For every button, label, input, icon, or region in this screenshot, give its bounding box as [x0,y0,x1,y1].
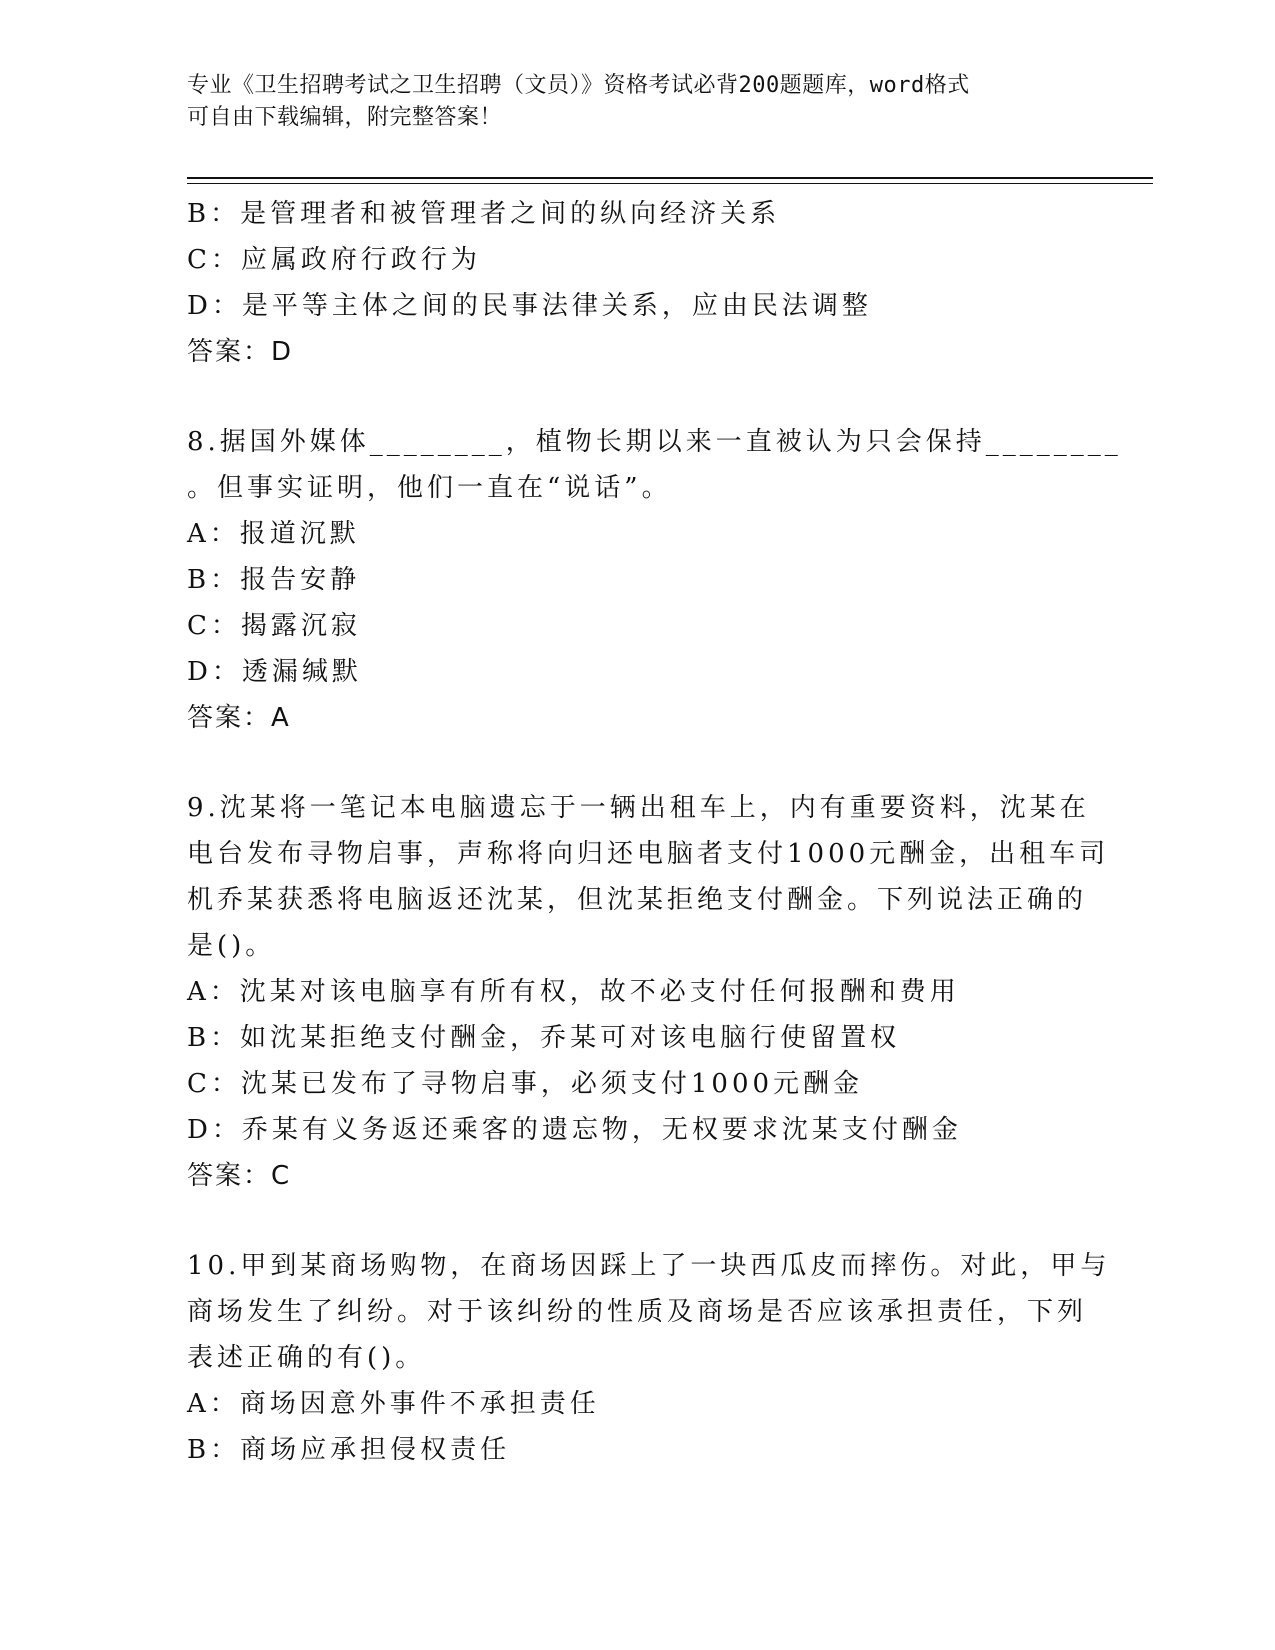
spacer [187,375,1087,419]
question-8 [187,419,1122,741]
question-text-line: 9.沈某将一笔记本电脑遗忘于一辆出租车上，内有重要资料，沈某在 [187,793,1090,823]
question-text-line: 10.甲到某商场购物，在商场因踩上了一块西瓜皮而摔伤。对此，甲与 [187,1251,1111,1281]
answer-line: 答案：A [187,703,291,733]
header-divider-thin [187,183,1153,184]
document-header [187,70,1087,134]
option-c: C：应属政府行政行为 [187,245,481,275]
question-text-line: 。但事实证明，他们一直在“说话”。 [187,473,672,503]
option-c: C：揭露沉寂 [187,611,361,641]
answer-line: 答案：C [187,1161,292,1191]
option-d: D：是平等主体之间的民事法律关系，应由民法调整 [187,291,872,321]
option-b: B：如沈某拒绝支付酬金，乔某可对该电脑行使留置权 [187,1023,901,1053]
question-text-line: 商场发生了纠纷。对于该纠纷的性质及商场是否应该承担责任，下列 [187,1297,1088,1327]
question-9 [187,785,1110,1199]
option-b: B：是管理者和被管理者之间的纵向经济关系 [187,199,781,229]
option-a: A：报道沉默 [187,519,360,549]
option-d: D：透漏缄默 [187,657,362,687]
question-7-continued [187,191,1087,375]
option-a: A：商场因意外事件不承担责任 [187,1389,600,1419]
header-line-1: 专业《卫生招聘考试之卫生招聘（文员）》资格考试必背200题题库，word格式 [187,73,970,98]
option-b: B：商场应承担侵权责任 [187,1435,511,1465]
option-a: A：沈某对该电脑享有所有权，故不必支付任何报酬和费用 [187,977,960,1007]
question-text-line: 8.据国外媒体________，植物长期以来一直被认为只会保持________ [187,427,1122,457]
question-text-line: 机乔某获悉将电脑返还沈某，但沈某拒绝支付酬金。下列说法正确的 [187,885,1088,915]
question-10 [187,1243,1111,1473]
question-text-line: 是()。 [187,931,276,961]
header-line-2: 可自由下载编辑，附完整答案！ [187,105,503,130]
header-divider-thick [187,177,1153,179]
option-d: D：乔某有义务返还乘客的遗忘物，无权要求沈某支付酬金 [187,1115,962,1145]
option-c: C：沈某已发布了寻物启事，必须支付1000元酬金 [187,1069,864,1099]
spacer [187,1199,1087,1243]
spacer [187,741,1087,785]
question-text-line: 电台发布寻物启事，声称将向归还电脑者支付1000元酬金，出租车司 [187,839,1110,869]
question-text-line: 表述正确的有()。 [187,1343,426,1373]
option-b: B：报告安静 [187,565,361,595]
document-body [187,191,1122,1473]
answer-line: 答案：D [187,337,294,367]
